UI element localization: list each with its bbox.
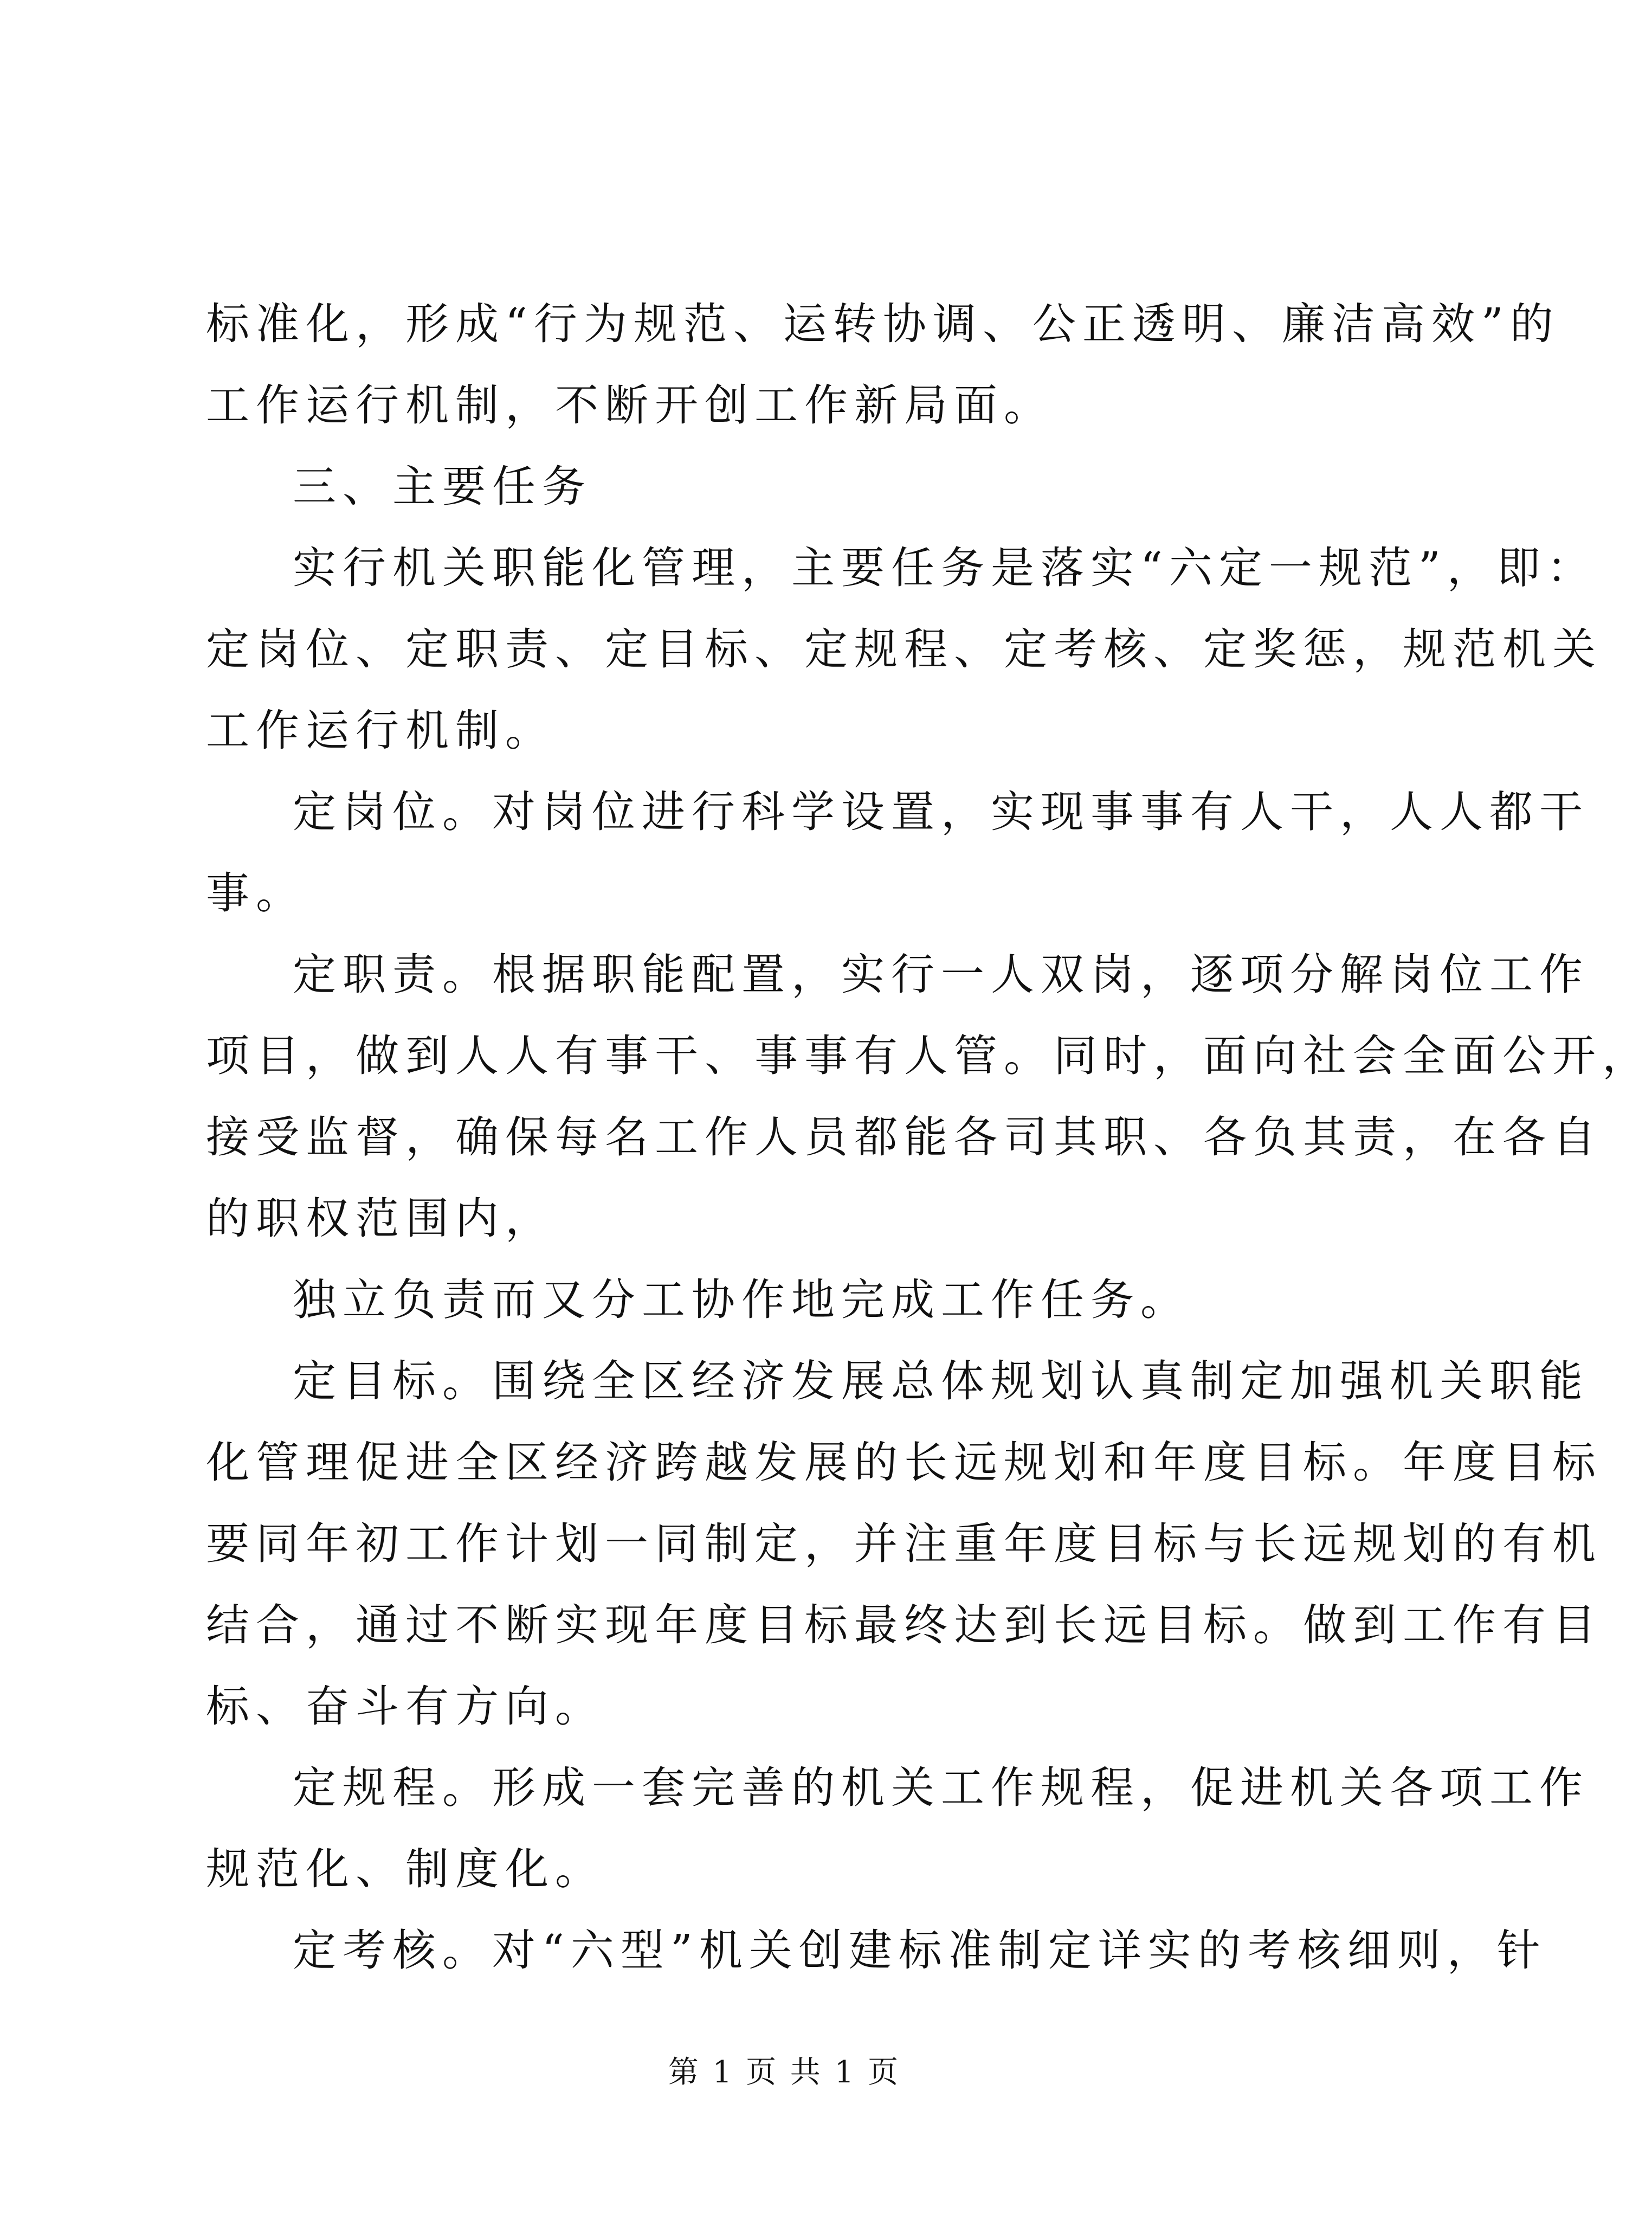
text-line: 工作运行机制。 [206,705,555,756]
text-line: 事。 [206,868,306,918]
text-line: 要同年初工作计划一同制定，并注重年度目标与长远规划的有机 [206,1519,1602,1569]
text-line: 定职责。根据职能配置，实行一人双岗，逐项分解岗位工作 [293,949,1589,1000]
text-line: 的职权范围内， [206,1193,555,1244]
page-number-footer: 第 1 页 共 1 页 [668,2055,901,2090]
text-line: 结合，通过不断实现年度目标最终达到长远目标。做到工作有目 [206,1600,1602,1650]
section-heading: 三、主要任务 [293,461,592,512]
text-line: 实行机关职能化管理，主要任务是落实“六定一规范”，即： [293,543,1597,593]
text-line: 定规程。形成一套完善的机关工作规程，促进机关各项工作 [293,1763,1589,1813]
text-line: 化管理促进全区经济跨越发展的长远规划和年度目标。年度目标 [206,1437,1602,1488]
text-line: 项目，做到人人有事干、事事有人管。同时，面向社会全面公开， [206,1031,1652,1081]
text-line: 规范化、制度化。 [206,1844,605,1894]
text-line: 定岗位、定职责、定目标、定规程、定考核、定奖惩，规范机关 [206,624,1602,674]
text-line: 标、奋斗有方向。 [206,1681,605,1732]
text-line: 定考核。对“六型”机关创建标准制定详实的考核细则，针 [293,1925,1547,1976]
text-line: 定目标。围绕全区经济发展总体规划认真制定加强机关职能 [293,1356,1589,1406]
text-line: 定岗位。对岗位进行科学设置，实现事事有人干，人人都干 [293,787,1589,837]
text-line: 接受监督，确保每名工作人员都能各司其职、各负其责，在各自 [206,1112,1602,1162]
text-line: 工作运行机制，不断开创工作新局面。 [206,380,1054,430]
text-line: 标准化，形成“行为规范、运转协调、公正透明、廉洁高效”的 [206,299,1560,349]
text-line: 独立负责而又分工协作地完成工作任务。 [293,1275,1190,1325]
